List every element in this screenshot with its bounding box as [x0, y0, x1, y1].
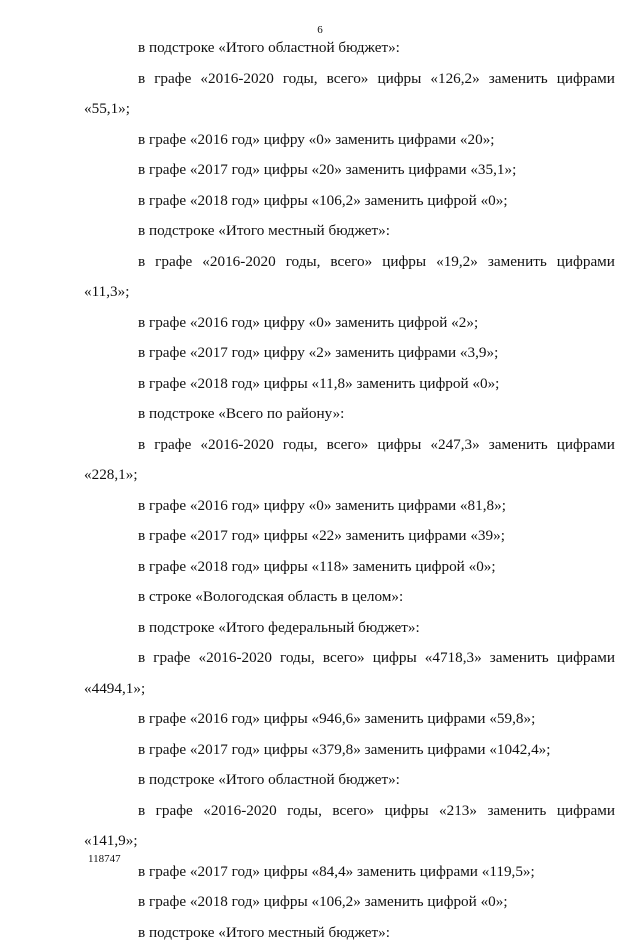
- word: цифрами: [557, 643, 615, 674]
- document-body: [84, 33, 615, 948]
- word: цифры: [382, 247, 426, 278]
- text-line: в графе «2016 год» цифру «0» заменить цифрами «81,8»;: [84, 491, 615, 522]
- word: в: [138, 247, 145, 278]
- word: «19,2»: [436, 247, 478, 278]
- word: «126,2»: [430, 64, 479, 95]
- text-line: [84, 643, 615, 674]
- text-line: [84, 796, 615, 827]
- word: цифрами: [557, 247, 615, 278]
- text-line: в подстроке «Итого федеральный бюджет»:: [84, 613, 615, 644]
- word: графе: [154, 430, 191, 461]
- word: в: [138, 643, 145, 674]
- text-line: в графе «2017 год» цифру «2» заменить цифрами «3,9»;: [84, 338, 615, 369]
- text-line: в подстроке «Итого областной бюджет»:: [84, 33, 615, 64]
- word: заменить: [487, 796, 546, 827]
- word: всего»: [327, 64, 369, 95]
- word: графе: [153, 643, 190, 674]
- text-line: «228,1»;: [84, 460, 615, 491]
- page-number: 6: [0, 24, 640, 36]
- word: в: [138, 796, 145, 827]
- word: цифрами: [557, 430, 615, 461]
- word: «2016-2020: [200, 430, 273, 461]
- text-line: в подстроке «Итого местный бюджет»:: [84, 918, 615, 948]
- word: цифры: [373, 643, 417, 674]
- text-line: [84, 430, 615, 461]
- document-code: 118747: [88, 853, 121, 865]
- word: «4718,3»: [425, 643, 482, 674]
- text-line: в подстроке «Всего по району»:: [84, 399, 615, 430]
- word: «213»: [439, 796, 477, 827]
- text-line: [84, 64, 615, 95]
- word: графе: [154, 64, 191, 95]
- word: цифры: [377, 430, 421, 461]
- text-line: в графе «2018 год» цифры «11,8» заменить цифрой «0»;: [84, 369, 615, 400]
- word: «247,3»: [430, 430, 479, 461]
- word: всего»: [330, 247, 372, 278]
- text-line: в графе «2017 год» цифры «379,8» заменить цифрами «1042,4»;: [84, 735, 615, 766]
- word: цифрами: [557, 64, 615, 95]
- word: цифры: [377, 64, 421, 95]
- word: в: [138, 64, 145, 95]
- text-line: в графе «2018 год» цифры «106,2» заменить цифрой «0»;: [84, 887, 615, 918]
- word: всего»: [323, 643, 365, 674]
- text-line: «55,1»;: [84, 94, 615, 125]
- word: графе: [156, 796, 193, 827]
- word: заменить: [489, 64, 548, 95]
- text-line: в графе «2017 год» цифры «22» заменить цифрами «39»;: [84, 521, 615, 552]
- word: «2016-2020: [202, 247, 275, 278]
- word: всего»: [332, 796, 374, 827]
- text-line: «141,9»;: [84, 826, 615, 857]
- word: цифрами: [557, 796, 615, 827]
- word: графе: [155, 247, 192, 278]
- word: «2016-2020: [203, 796, 276, 827]
- word: «2016-2020: [199, 643, 272, 674]
- text-line: в графе «2017 год» цифры «20» заменить цифрами «35,1»;: [84, 155, 615, 186]
- text-line: в графе «2017 год» цифры «84,4» заменить цифрами «119,5»;: [84, 857, 615, 888]
- text-line: в графе «2016 год» цифру «0» заменить цифрой «2»;: [84, 308, 615, 339]
- word: заменить: [488, 247, 547, 278]
- text-line: в графе «2016 год» цифру «0» заменить цифрами «20»;: [84, 125, 615, 156]
- text-line: в подстроке «Итого местный бюджет»:: [84, 216, 615, 247]
- text-line: «11,3»;: [84, 277, 615, 308]
- word: годы,: [283, 430, 318, 461]
- word: заменить: [490, 643, 549, 674]
- word: годы,: [283, 64, 318, 95]
- word: годы,: [286, 247, 321, 278]
- word: цифры: [385, 796, 429, 827]
- word: заменить: [489, 430, 548, 461]
- text-line: в подстроке «Итого областной бюджет»:: [84, 765, 615, 796]
- text-line: в строке «Вологодская область в целом»:: [84, 582, 615, 613]
- word: годы,: [280, 643, 315, 674]
- text-line: в графе «2016 год» цифры «946,6» заменить цифрами «59,8»;: [84, 704, 615, 735]
- word: годы,: [287, 796, 322, 827]
- word: всего»: [327, 430, 369, 461]
- word: в: [138, 430, 145, 461]
- text-line: в графе «2018 год» цифры «106,2» заменить цифрой «0»;: [84, 186, 615, 217]
- text-line: в графе «2018 год» цифры «118» заменить цифрой «0»;: [84, 552, 615, 583]
- word: «2016-2020: [200, 64, 273, 95]
- text-line: «4494,1»;: [84, 674, 615, 705]
- text-line: [84, 247, 615, 278]
